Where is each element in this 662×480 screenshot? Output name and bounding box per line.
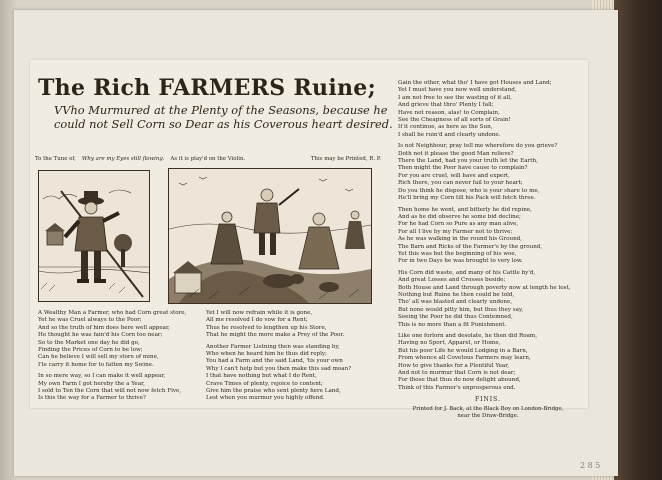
verse-column-middle xyxy=(206,310,376,407)
verse-line: Thus he resolved to lengthen up his Store, xyxy=(206,324,327,331)
verse-line: Is not Neighbour, pray tell me wherefore do you grieve? xyxy=(398,143,558,150)
stanza xyxy=(398,270,578,329)
finis-mark: FINIS. xyxy=(475,396,501,404)
verse-line: How to give thanks for a Plentiful Year, xyxy=(398,362,510,369)
verse-line: As he was walking in the round his Ground, xyxy=(398,236,523,243)
verse-line: For you are cruel, will have and expert, xyxy=(398,172,510,179)
verse-line: From whence all Covetous Farmers may learn, xyxy=(398,355,531,362)
verse-line: That he might the more make a Prey of the Poor. xyxy=(206,332,345,339)
verse-line: Like one forlorn and desolate, he then did Roam, xyxy=(398,333,537,339)
verse-line: Doth not it please the good Man relieve? xyxy=(398,150,514,157)
verse-line: For he had Corn so Pure as any man alive, xyxy=(398,221,519,228)
stanza xyxy=(206,344,376,403)
album-page xyxy=(14,10,618,476)
verse-line: Is this the way for a Farmer to thrive? xyxy=(38,395,146,402)
imprint-line: near the Draw-Bridge. xyxy=(457,412,519,419)
verse-line: He thought he was fain'd his Corn too near; xyxy=(38,332,163,339)
verse-line: Another Farmer Listning then was standing by, xyxy=(206,343,340,350)
stanza xyxy=(398,143,578,202)
verse-line: But his poor Life he would Lodging in a Barn, xyxy=(398,347,528,354)
verse-line: For all I live by my Farmer not to thrive; xyxy=(398,228,513,235)
verse-line: I am not free to see the wasting of it all, xyxy=(398,94,512,101)
verse-line: Yet I must have you now well understand, xyxy=(398,87,517,94)
verse-line: And great Losses and Crosses beside; xyxy=(398,277,506,284)
verse-column-right xyxy=(398,80,578,420)
verse-line: I sold to Ten the Corn that will not now fetch Five, xyxy=(38,388,182,395)
verse-line: Yet this was but the beginning of his woe, xyxy=(398,250,517,257)
verse-line: Lest when you murmur you highly offend. xyxy=(206,395,325,402)
verse-line: My own Farm I got hereby the a Year, xyxy=(38,380,145,387)
verse-line: Having no Sport, Apparel, or Home, xyxy=(398,340,501,347)
verse-line: Gain the other, what tho' I have got Houses and Land; xyxy=(398,80,552,86)
verse-line: All me resolved I do vow for a Rent; xyxy=(206,317,308,324)
verse-line: And so the truth of him does here well appear, xyxy=(38,324,170,331)
verse-line: Yet I will now refrain while it is gone, xyxy=(206,310,313,316)
stanza xyxy=(398,80,578,139)
imprint-line: Printed for J. Back, at the Black Boy on London-Bridge, xyxy=(412,405,564,412)
verse-line: Then might the Poor have cause to complain? xyxy=(398,165,528,172)
verse-line: I shall be ruin'd and clearly undone. xyxy=(398,131,501,138)
verse-line: Crave Times of plenty, rejoice to content; xyxy=(206,380,323,387)
verse-line: Nothing but Ruine he then could be told, xyxy=(398,291,515,298)
verse-line: Finding the Prices of Corn to be low; xyxy=(38,347,143,354)
verse-line: Tho' all was blasted and clearly undone, xyxy=(398,299,513,306)
ballad-subtitle: VVho Murmured at the Plenty of the Seasons, because he could not Sell Corn so Dear as his Coverous heart desired. xyxy=(54,103,393,131)
stanza xyxy=(38,310,202,369)
stanza xyxy=(38,373,202,403)
verse-line: Both House and Land through poverty now at length he lost, xyxy=(398,284,571,291)
verse-line: Can he believe I will sell my store of mine, xyxy=(38,354,159,361)
stanza xyxy=(398,333,578,392)
verse-line: But none would pitty him, but thus they say, xyxy=(398,306,524,313)
woodcut-scene-illustration xyxy=(169,169,371,303)
verse-line: Seeing the Poor he did thus Contemned, xyxy=(398,314,513,321)
verse-column-left xyxy=(38,310,202,407)
verse-line: For in two Days he was brought to very low. xyxy=(398,258,523,265)
right-stanzas xyxy=(398,80,578,392)
verse-line: He'll bring my Corn till his Pack will fetch three. xyxy=(398,195,536,202)
tune-instrument: As it is play'd on the Violin. xyxy=(170,156,246,162)
verse-line: In so mere way, so I can make it well appear, xyxy=(38,373,166,380)
woodcut-farmer xyxy=(38,170,150,302)
verse-line: Who when he heard him he thus did reply; xyxy=(206,351,327,358)
broadside-sheet xyxy=(30,60,588,419)
verse-line: So to the Market one day he did go, xyxy=(38,339,140,346)
verse-line: A Wealthy Man a Farmer, who had Corn great store, xyxy=(38,310,187,316)
folio-number: 2 8 5 xyxy=(580,461,601,470)
verse-line: And not to murmur that Corn is not dear; xyxy=(398,370,516,377)
verse-line: Rich there, you can never fail to your heart; xyxy=(398,180,523,187)
tune-prefix: To the Tune of, xyxy=(35,156,76,162)
verse-line: This is no more than a fit Punishment. xyxy=(398,321,507,328)
woodcut-farm-scene xyxy=(168,168,372,304)
imprint xyxy=(398,406,578,420)
verse-line: You had a Farm and the said Land, 'tis your own xyxy=(206,358,343,365)
verse-line: Have not reason, alas! to Complain, xyxy=(398,109,500,116)
verse-line: There the Land, had you your truth let the Earth, xyxy=(398,158,538,165)
verse-line: And as he did observe he some bid decline; xyxy=(398,213,521,220)
verse-line: The Barn and Ricks of the Farmer's by the ground, xyxy=(398,243,543,250)
verse-line: Why I can't help but you then make this sad moan? xyxy=(206,365,352,372)
verse-line: Think of this Farmer's unprosperous end. xyxy=(398,384,516,391)
woodcut-farmer-illustration xyxy=(39,171,149,301)
verse-line: If it continue, as here as the Sun, xyxy=(398,124,493,131)
verse-line: His Corn did waste, and many of his Cattle by'd, xyxy=(398,269,536,276)
tune-name: Why are my Eyes still flowing. xyxy=(81,156,165,162)
licence-note: This may be Printed, R. P. xyxy=(310,156,381,162)
verse-line: See the Cheapness of all sorts of Grain! xyxy=(398,117,511,124)
tune-line xyxy=(35,156,381,162)
verse-line: Do you think he dispose, who is your share to me, xyxy=(398,187,540,194)
verse-line: Give him the praise who sent plenty here Land, xyxy=(206,388,341,395)
stanza xyxy=(206,310,376,340)
verse-line: And grieve that thro' Plenty I fall; xyxy=(398,102,494,109)
verse-line: For those that thus do now delight abound, xyxy=(398,377,521,384)
stanza xyxy=(398,207,578,266)
verse-line: Then home he went, and bitterly he did repine, xyxy=(398,206,532,213)
verse-line: Yet he was Cruel always to the Poor; xyxy=(38,317,142,324)
ballad-title: The Rich FARMERS Ruine; xyxy=(38,75,376,101)
verse-line: I'le carry it home for to fatten my Swine. xyxy=(38,361,154,368)
verse-line: I that have nothing but what I do Rent, xyxy=(206,373,317,380)
